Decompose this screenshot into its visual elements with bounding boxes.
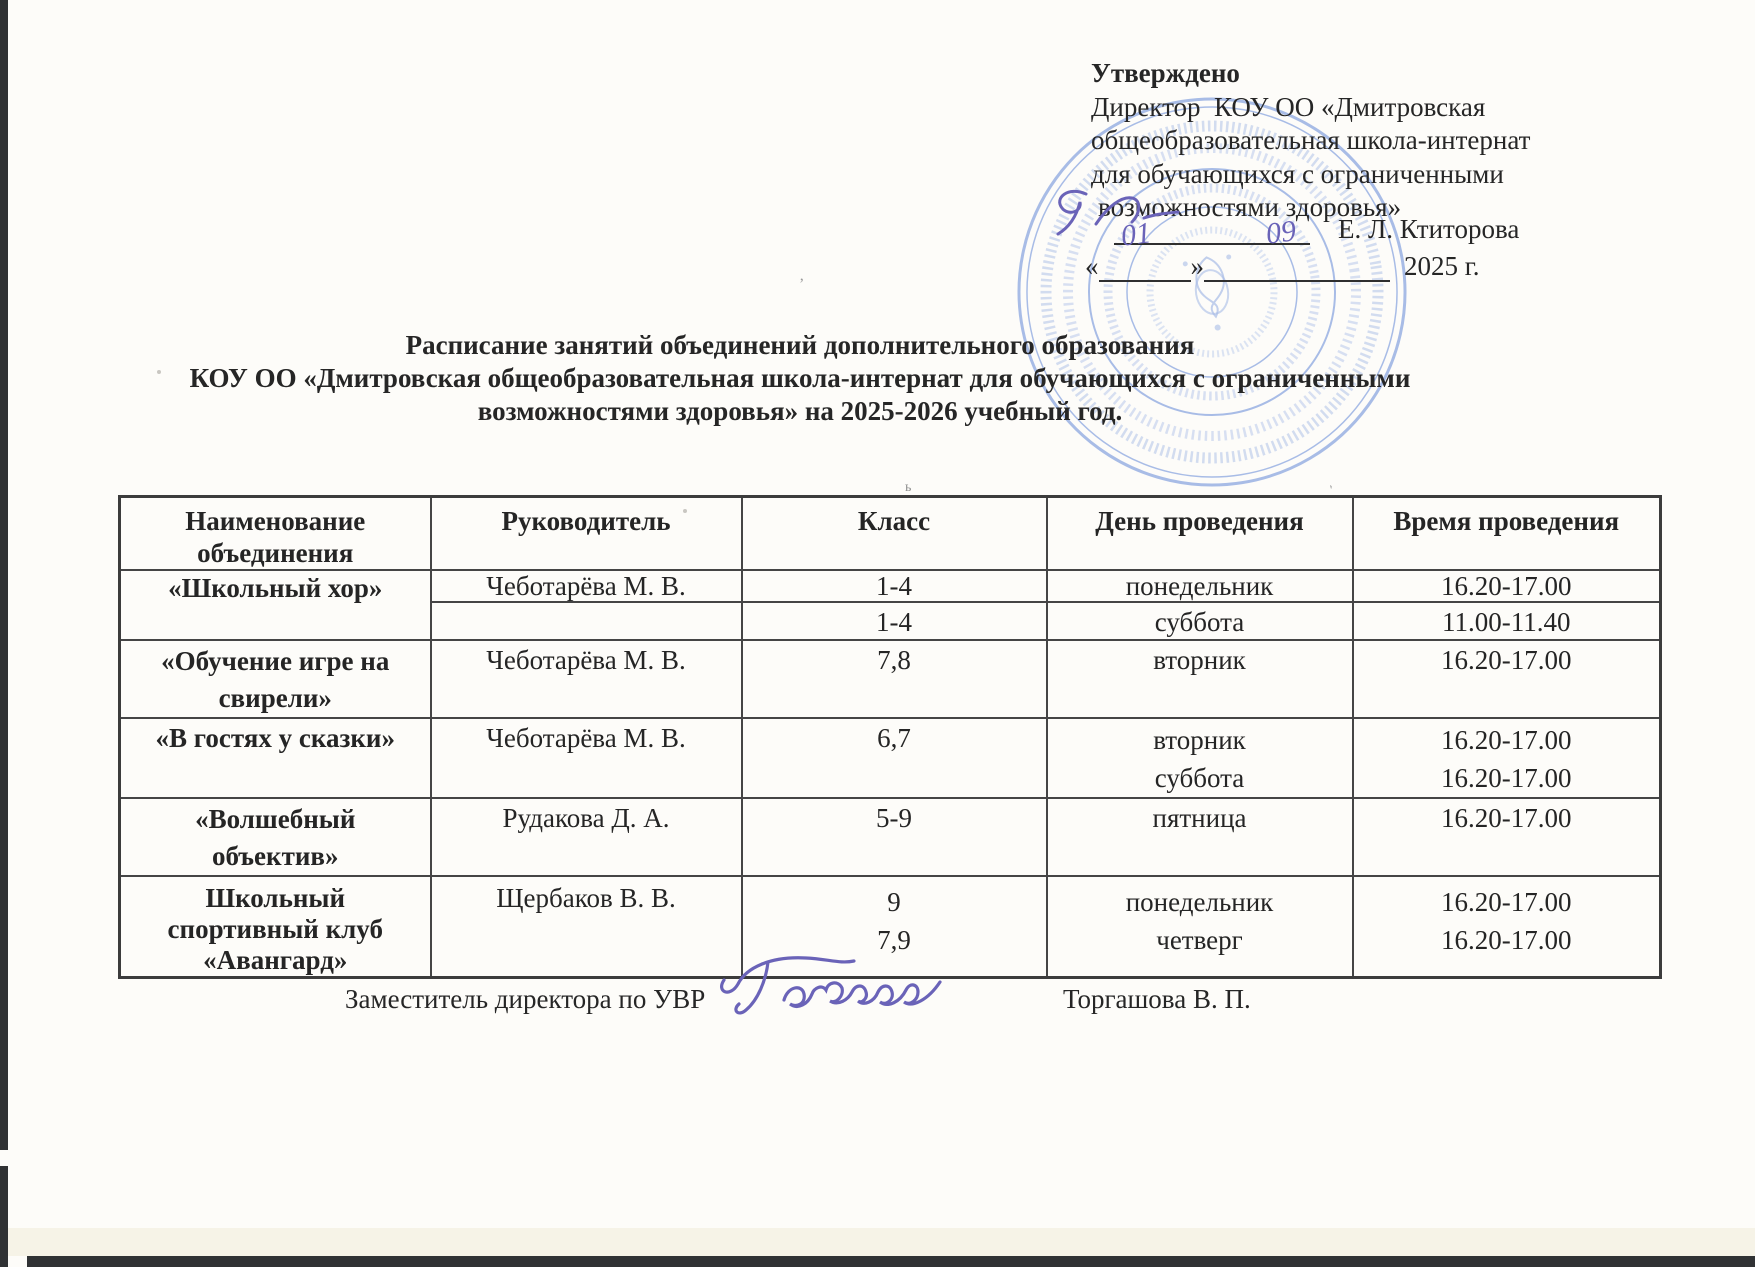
cell-day: пятница: [1047, 798, 1353, 876]
cell-grade: 9 7,9: [742, 876, 1047, 978]
header-cell-day: День проведения: [1047, 497, 1353, 571]
scan-edge-notch: [0, 1150, 9, 1166]
table-row: [120, 570, 1661, 602]
cell-day: суббота: [1047, 602, 1353, 640]
scan-speck: `: [1320, 483, 1335, 499]
approved-label: Утверждено: [1091, 58, 1240, 88]
approval-line: общеобразовательная школа-интернат: [1091, 125, 1531, 155]
approval-line: Директор КОУ ОО «Дмитровская: [1091, 91, 1486, 122]
cell-name: «В гостях у сказки»: [120, 718, 431, 798]
cell-grade: 5-9: [742, 798, 1047, 876]
date-year: 2025 г.: [1404, 251, 1480, 281]
header-cell-name: Наименование объединения: [120, 497, 431, 571]
cell-leader: [431, 602, 742, 640]
date-quote-close: »: [1190, 251, 1204, 281]
header-cell-grade: Класс: [742, 497, 1047, 571]
title-line-1: Расписание занятий объединений дополнительного образования: [405, 330, 1195, 360]
scan-edge-bottom: [27, 1256, 1755, 1267]
date-day-ink: 01: [1118, 216, 1153, 253]
table-row: [120, 718, 1661, 798]
cell-leader: Рудакова Д. А.: [431, 798, 742, 876]
cell-time: 16.20-17.00: [1353, 570, 1661, 602]
table-row: [120, 798, 1661, 876]
cell-leader: Щербаков В. В.: [431, 876, 742, 978]
cell-leader: Чеботарёва М. В.: [431, 718, 742, 798]
cell-grade: 1-4: [742, 602, 1047, 640]
signoff-position-label: Заместитель директора по УВР: [345, 984, 706, 1014]
document-title: [100, 329, 1500, 428]
cell-day: понедельник: [1047, 570, 1353, 602]
cell-day: вторник суббота: [1047, 718, 1353, 798]
title-line-3: возможностями здоровья» на 2025-2026 учебный год.: [477, 396, 1123, 426]
approval-block: [1091, 57, 1651, 225]
header-cell-time: Время проведения: [1353, 497, 1661, 571]
scan-speck: ь: [905, 480, 912, 495]
cell-time: 16.20-17.00: [1353, 798, 1661, 876]
scan-speck: ’: [799, 276, 805, 293]
title-line-2: КОУ ОО «Дмитровская общеобразовательная школа-интернат для обучающихся с ограниченными: [189, 363, 1411, 393]
cell-name: «Обучение игре на свирели»: [120, 640, 431, 718]
cell-time: 16.20-17.00 16.20-17.00: [1353, 876, 1661, 978]
cell-name: Школьный спортивный клуб «Авангард»: [120, 876, 431, 978]
director-name: Е. Л. Ктиторова: [1338, 214, 1520, 244]
signature-underline: [1114, 213, 1310, 245]
cell-time: 16.20-17.00: [1353, 640, 1661, 718]
schedule-table: [118, 495, 1662, 979]
date-month-underline: [1204, 214, 1390, 282]
approval-line: для обучающихся с ограниченными: [1091, 158, 1504, 189]
deputy-signature-ink: [706, 942, 956, 1042]
cell-grade: 7,8: [742, 640, 1047, 718]
table-row: [120, 640, 1661, 718]
cell-name: «Школьный хор»: [120, 570, 431, 640]
date-day-underline: [1099, 216, 1191, 282]
cell-leader: Чеботарёва М. В.: [431, 640, 742, 718]
cell-time: 11.00-11.40: [1353, 602, 1661, 640]
date-month-ink: 09: [1264, 214, 1298, 251]
scan-shading: [8, 1228, 1755, 1256]
cell-time: 16.20-17.00 16.20-17.00: [1353, 718, 1661, 798]
header-cell-leader: Руководитель: [431, 497, 742, 571]
approval-line: возможностями здоровья»: [1098, 192, 1402, 222]
cell-name: «Волшебный объектив»: [120, 798, 431, 876]
scan-speck: [157, 370, 161, 374]
cell-leader: Чеботарёва М. В.: [431, 570, 742, 602]
cell-grade: 1-4: [742, 570, 1047, 602]
cell-grade: 6,7: [742, 718, 1047, 798]
table-header-row: [120, 497, 1661, 571]
scan-edge-left: [0, 0, 8, 1267]
cell-day: вторник: [1047, 640, 1353, 718]
director-signature-row: [1114, 213, 1674, 245]
cell-day: понедельник четверг: [1047, 876, 1353, 978]
signoff-name: Торгашова В. П.: [1063, 984, 1251, 1014]
scan-speck: [683, 509, 687, 513]
date-quote-open: «: [1085, 251, 1099, 281]
